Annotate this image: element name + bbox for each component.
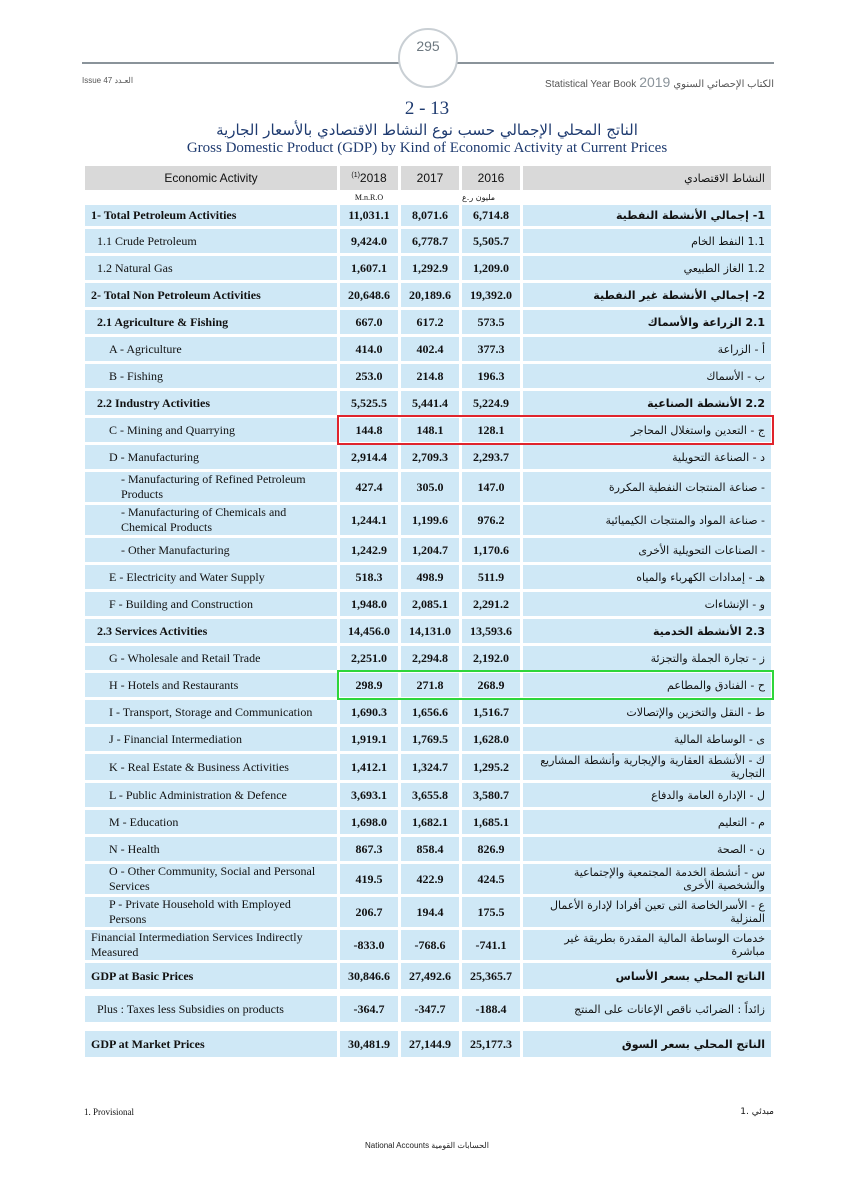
- activity-ar-cell: 2- إجمالي الأنشطة غير النفطية: [523, 283, 771, 307]
- value-2017-cell: 1,324.7: [401, 754, 459, 780]
- value-2016-cell: 6,714.8: [462, 205, 520, 226]
- activity-ar-cell: ك - الأنشطة العقارية والإيجارية وأنشطة المشاريع التجارية: [523, 754, 771, 780]
- activity-ar-cell: 1.2 الغاز الطبيعي: [523, 256, 771, 280]
- value-2016-cell: 5,505.7: [462, 229, 520, 253]
- table-title-arabic: الناتج المحلي الإجمالي حسب نوع النشاط الاقتصادي بالأسعار الجارية: [216, 121, 638, 139]
- value-2018-cell: 667.0: [340, 310, 398, 334]
- page-footer: National Accounts الحسابات القومية: [365, 1141, 489, 1150]
- value-2016-cell: 25,365.7: [462, 963, 520, 989]
- value-2017-cell: 2,294.8: [401, 646, 459, 670]
- header-activity-ar: النشاط الاقتصادي: [523, 166, 771, 190]
- value-2018-cell: 1,948.0: [340, 592, 398, 616]
- value-2018-cell: 3,693.1: [340, 783, 398, 807]
- value-2017-cell: 402.4: [401, 337, 459, 361]
- table-row: [85, 205, 771, 226]
- value-2017-cell: -768.6: [401, 930, 459, 960]
- activity-ar-cell: 1.1 النفط الخام: [523, 229, 771, 253]
- table-row: [85, 445, 771, 469]
- activity-en-cell: 2.2 Industry Activities: [85, 391, 337, 415]
- activity-ar-cell: زائداً : الضرائب ناقص الإعانات على المنتج: [523, 996, 771, 1022]
- value-2017-cell: 27,144.9: [401, 1031, 459, 1057]
- table-row: [85, 229, 771, 253]
- value-2016-cell: 2,192.0: [462, 646, 520, 670]
- value-2017-cell: 194.4: [401, 897, 459, 927]
- value-2018-cell: 1,607.1: [340, 256, 398, 280]
- activity-en-cell: K - Real Estate & Business Activities: [85, 754, 337, 780]
- value-2016-cell: 128.1: [462, 418, 520, 442]
- activity-en-cell: E - Electricity and Water Supply: [85, 565, 337, 589]
- activity-ar-cell: - صناعة المواد والمنتجات الكيميائية: [523, 505, 771, 535]
- value-2016-cell: 2,293.7: [462, 445, 520, 469]
- table-row: [85, 364, 771, 388]
- value-2016-cell: 19,392.0: [462, 283, 520, 307]
- table-row: [85, 864, 771, 894]
- activity-ar-cell: 2.2 الأنشطة الصناعية: [523, 391, 771, 415]
- value-2018-cell: 1,412.1: [340, 754, 398, 780]
- activity-ar-cell: خدمات الوساطة المالية المقدرة بطريقة غير مباشرة: [523, 930, 771, 960]
- value-2016-cell: 196.3: [462, 364, 520, 388]
- value-2017-cell: -347.7: [401, 996, 459, 1022]
- table-header-row: [85, 166, 771, 190]
- table-row: [85, 505, 771, 535]
- value-2017-cell: 27,492.6: [401, 963, 459, 989]
- value-2018-cell: 518.3: [340, 565, 398, 589]
- value-2017-cell: 858.4: [401, 837, 459, 861]
- value-2017-cell: 422.9: [401, 864, 459, 894]
- activity-en-cell: J - Financial Intermediation: [85, 727, 337, 751]
- value-2018-cell: 1,690.3: [340, 700, 398, 724]
- value-2018-cell: 14,456.0: [340, 619, 398, 643]
- value-2016-cell: -188.4: [462, 996, 520, 1022]
- table-row: [85, 963, 771, 989]
- value-2016-cell: -741.1: [462, 930, 520, 960]
- value-2018-cell: 419.5: [340, 864, 398, 894]
- value-2018-cell: 1,919.1: [340, 727, 398, 751]
- table-row: [85, 700, 771, 724]
- activity-ar-cell: ح - الفنادق والمطاعم: [523, 673, 771, 697]
- activity-en-cell: 1.1 Crude Petroleum: [85, 229, 337, 253]
- value-2016-cell: 826.9: [462, 837, 520, 861]
- activity-en-cell: 2.1 Agriculture & Fishing: [85, 310, 337, 334]
- activity-en-cell: Plus : Taxes less Subsidies on products: [85, 996, 337, 1022]
- value-2017-cell: 1,292.9: [401, 256, 459, 280]
- activity-ar-cell: 2.1 الزراعة والأسماك: [523, 310, 771, 334]
- activity-en-cell: B - Fishing: [85, 364, 337, 388]
- value-2017-cell: 498.9: [401, 565, 459, 589]
- value-2018-cell: 11,031.1: [340, 205, 398, 226]
- value-2017-cell: 20,189.6: [401, 283, 459, 307]
- table-row: [85, 897, 771, 927]
- value-2016-cell: 1,628.0: [462, 727, 520, 751]
- activity-ar-cell: م - التعليم: [523, 810, 771, 834]
- table-row: [85, 592, 771, 616]
- value-2016-cell: 268.9: [462, 673, 520, 697]
- value-2018-cell: 9,424.0: [340, 229, 398, 253]
- table-row: [85, 727, 771, 751]
- value-2016-cell: 1,685.1: [462, 810, 520, 834]
- activity-ar-cell: ن - الصحة: [523, 837, 771, 861]
- activity-en-cell: 1- Total Petroleum Activities: [85, 205, 337, 226]
- highlight-box-red: [337, 415, 774, 445]
- unit-ar: مليون ر.ع: [462, 193, 771, 202]
- unit-row: [85, 193, 771, 202]
- value-2018-cell: 2,914.4: [340, 445, 398, 469]
- header-2017: 2017: [401, 166, 459, 190]
- value-2017-cell: 271.8: [401, 673, 459, 697]
- table-row: [85, 996, 771, 1022]
- activity-en-cell: - Manufacturing of Chemicals and Chemical Products: [85, 505, 337, 535]
- activity-en-cell: H - Hotels and Restaurants: [85, 673, 337, 697]
- value-2018-cell: 414.0: [340, 337, 398, 361]
- value-2016-cell: 1,209.0: [462, 256, 520, 280]
- value-2017-cell: 14,131.0: [401, 619, 459, 643]
- value-2018-cell: 5,525.5: [340, 391, 398, 415]
- value-2016-cell: 3,580.7: [462, 783, 520, 807]
- value-2017-cell: 148.1: [401, 418, 459, 442]
- table-row: [85, 810, 771, 834]
- value-2018-cell: 20,648.6: [340, 283, 398, 307]
- value-2016-cell: 175.5: [462, 897, 520, 927]
- table-number: 2 - 13: [404, 98, 450, 119]
- table-row: [85, 391, 771, 415]
- value-2017-cell: 1,682.1: [401, 810, 459, 834]
- value-2018-cell: 206.7: [340, 897, 398, 927]
- highlight-box-green: [337, 670, 774, 700]
- value-2018-cell: 2,251.0: [340, 646, 398, 670]
- activity-en-cell: F - Building and Construction: [85, 592, 337, 616]
- activity-ar-cell: هـ - إمدادات الكهرباء والمياه: [523, 565, 771, 589]
- table-row: [85, 754, 771, 780]
- table-row: [85, 930, 771, 960]
- activity-en-cell: - Other Manufacturing: [85, 538, 337, 562]
- value-2016-cell: 147.0: [462, 472, 520, 502]
- activity-en-cell: L - Public Administration & Defence: [85, 783, 337, 807]
- activity-en-cell: GDP at Market Prices: [85, 1031, 337, 1057]
- value-2018-cell: 1,698.0: [340, 810, 398, 834]
- value-2016-cell: 1,516.7: [462, 700, 520, 724]
- value-2017-cell: 1,769.5: [401, 727, 459, 751]
- value-2017-cell: 6,778.7: [401, 229, 459, 253]
- activity-en-cell: O - Other Community, Social and Personal Services: [85, 864, 337, 894]
- value-2017-cell: 3,655.8: [401, 783, 459, 807]
- value-2016-cell: 25,177.3: [462, 1031, 520, 1057]
- activity-ar-cell: ج - التعدين واستغلال المحاجر: [523, 418, 771, 442]
- table-row: [85, 783, 771, 807]
- activity-ar-cell: ب - الأسماك: [523, 364, 771, 388]
- value-2018-cell: 144.8: [340, 418, 398, 442]
- activity-en-cell: C - Mining and Quarrying: [85, 418, 337, 442]
- header-2016: 2016: [462, 166, 520, 190]
- activity-ar-cell: ع - الأسرالخاصة التى تعين أفرادا لإدارة الأعمال المنزلية: [523, 897, 771, 927]
- header-rule-right: [456, 62, 774, 64]
- value-2018-cell: 1,244.1: [340, 505, 398, 535]
- issue-label: Issue 47 العـدد: [82, 76, 134, 85]
- activity-ar-cell: الناتج المحلي بسعر الأساس: [523, 963, 771, 989]
- activity-ar-cell: ط - النقل والتخزين والإتصالات: [523, 700, 771, 724]
- header-2018: $^{(1)}$2018: [340, 166, 398, 190]
- activity-ar-cell: 2.3 الأنشطة الخدمية: [523, 619, 771, 643]
- value-2018-cell: 30,846.6: [340, 963, 398, 989]
- table-row: [85, 565, 771, 589]
- value-2016-cell: 377.3: [462, 337, 520, 361]
- table-row: [85, 472, 771, 502]
- value-2017-cell: 1,204.7: [401, 538, 459, 562]
- value-2017-cell: 1,199.6: [401, 505, 459, 535]
- value-2018-cell: -833.0: [340, 930, 398, 960]
- activity-ar-cell: ى - الوساطة المالية: [523, 727, 771, 751]
- page-number-badge: [398, 28, 458, 88]
- value-2016-cell: 2,291.2: [462, 592, 520, 616]
- activity-ar-cell: - الصناعات التحويلية الأخرى: [523, 538, 771, 562]
- gdp-table: [82, 163, 774, 1060]
- activity-en-cell: 1.2 Natural Gas: [85, 256, 337, 280]
- activity-ar-cell: و - الإنشاءات: [523, 592, 771, 616]
- activity-ar-cell: ل - الإدارة العامة والدفاع: [523, 783, 771, 807]
- row-spacer: [85, 1025, 771, 1028]
- table-row: [85, 337, 771, 361]
- activity-ar-cell: س - أنشطة الخدمة المجتمعية والإجتماعية والشخصية الأخرى: [523, 864, 771, 894]
- value-2016-cell: 573.5: [462, 310, 520, 334]
- table-row: [85, 619, 771, 643]
- activity-en-cell: M - Education: [85, 810, 337, 834]
- value-2017-cell: 8,071.6: [401, 205, 459, 226]
- activity-ar-cell: ز - تجارة الجملة والتجزئة: [523, 646, 771, 670]
- table-row: [85, 837, 771, 861]
- value-2018-cell: 427.4: [340, 472, 398, 502]
- activity-en-cell: G - Wholesale and Retail Trade: [85, 646, 337, 670]
- value-2017-cell: 2,709.3: [401, 445, 459, 469]
- row-spacer: [85, 992, 771, 993]
- value-2016-cell: 511.9: [462, 565, 520, 589]
- activity-en-cell: D - Manufacturing: [85, 445, 337, 469]
- activity-en-cell: N - Health: [85, 837, 337, 861]
- activity-en-cell: 2- Total Non Petroleum Activities: [85, 283, 337, 307]
- value-2017-cell: 305.0: [401, 472, 459, 502]
- activity-ar-cell: د - الصناعة التحويلية: [523, 445, 771, 469]
- table-title-english: Gross Domestic Product (GDP) by Kind of Economic Activity at Current Prices: [186, 140, 668, 156]
- activity-en-cell: GDP at Basic Prices: [85, 963, 337, 989]
- table-row: [85, 1031, 771, 1057]
- activity-ar-cell: 1- إجمالي الأنشطة النفطية: [523, 205, 771, 226]
- value-2017-cell: 214.8: [401, 364, 459, 388]
- activity-en-cell: Financial Intermediation Services Indirectly Measured: [85, 930, 337, 960]
- value-2017-cell: 1,656.6: [401, 700, 459, 724]
- footnote-en: 1. Provisional: [84, 1107, 135, 1117]
- value-2016-cell: 424.5: [462, 864, 520, 894]
- activity-en-cell: A - Agriculture: [85, 337, 337, 361]
- header-rule-left: [82, 62, 400, 64]
- table-row: [85, 646, 771, 670]
- activity-en-cell: P - Private Household with Employed Persons: [85, 897, 337, 927]
- table-row: [85, 310, 771, 334]
- value-2016-cell: 13,593.6: [462, 619, 520, 643]
- value-2018-cell: 30,481.9: [340, 1031, 398, 1057]
- value-2017-cell: 5,441.4: [401, 391, 459, 415]
- value-2018-cell: -364.7: [340, 996, 398, 1022]
- value-2016-cell: 5,224.9: [462, 391, 520, 415]
- value-2016-cell: 1,170.6: [462, 538, 520, 562]
- yearbook-label: Statistical Year Book 2019 الكتاب الإحصائي السنوي: [545, 74, 774, 90]
- value-2017-cell: 617.2: [401, 310, 459, 334]
- table-row: [85, 538, 771, 562]
- value-2017-cell: 2,085.1: [401, 592, 459, 616]
- activity-ar-cell: - صناعة المنتجات النفطية المكررة: [523, 472, 771, 502]
- value-2016-cell: 1,295.2: [462, 754, 520, 780]
- activity-en-cell: I - Transport, Storage and Communication: [85, 700, 337, 724]
- activity-ar-cell: الناتج المحلي بسعر السوق: [523, 1031, 771, 1057]
- value-2018-cell: 1,242.9: [340, 538, 398, 562]
- footnote-ar: 1. مبدئي: [740, 1107, 774, 1117]
- header-activity-en: Economic Activity: [85, 166, 337, 190]
- value-2018-cell: 867.3: [340, 837, 398, 861]
- page-number: 295: [416, 38, 440, 54]
- value-2018-cell: 298.9: [340, 673, 398, 697]
- value-2016-cell: 976.2: [462, 505, 520, 535]
- table-row: [85, 256, 771, 280]
- table-row: [85, 283, 771, 307]
- activity-en-cell: 2.3 Services Activities: [85, 619, 337, 643]
- value-2018-cell: 253.0: [340, 364, 398, 388]
- unit-en: M.n.R.O: [340, 193, 398, 202]
- activity-en-cell: - Manufacturing of Refined Petroleum Products: [85, 472, 337, 502]
- activity-ar-cell: أ - الزراعة: [523, 337, 771, 361]
